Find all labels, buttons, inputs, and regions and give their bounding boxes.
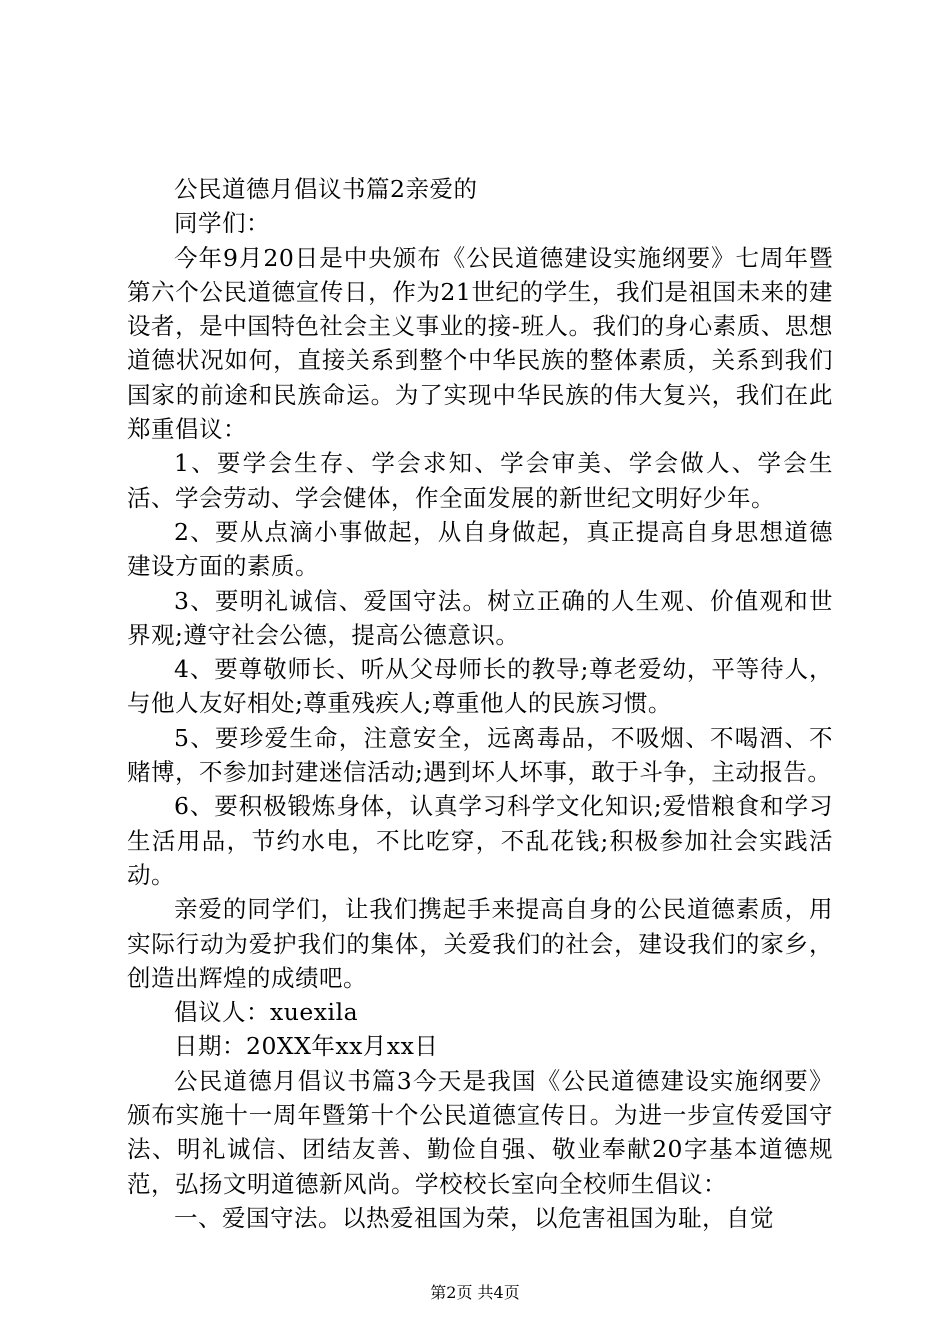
paragraph-item-3: 3、要明礼诚信、爱国守法。树立正确的人生观、价值观和世界观;遵守社会公德，提高公德意识。 [127, 586, 833, 649]
document-body [127, 172, 833, 1235]
paragraph-item-4: 4、要尊敬师长、听从父母师长的教导;尊老爱幼，平等待人，与他人友好相处;尊重残疾人;尊重他人的民族习惯。 [127, 655, 833, 718]
paragraph-heading-2: 公民道德月倡议书篇2亲爱的 [174, 175, 478, 203]
paragraph-item-6: 6、要积极锻炼身体，认真学习科学文化知识;爱惜粮食和学习生活用品，节约水电，不比吃穿，不乱花钱;积极参加社会实践活动。 [127, 792, 833, 889]
paragraph-heading-3: 公民道德月倡议书篇3今天是我国《公民道德建设实施纲要》颁布实施十一周年暨第十个公民道德宣传日。为进一步宣传爱国守法、明礼诚信、团结友善、勤俭自强、敬业奉献20字基本道德规范，弘扬文明道德新风尚。学校校长室向全校师生倡议： [127, 1066, 833, 1198]
paragraph-date: 日期：20XX年xx月xx日 [174, 1032, 439, 1061]
paragraph-closing: 亲爱的同学们，让我们携起手来提高自身的公民道德素质，用实际行动为爱护我们的集体，关爱我们的社会，建设我们的家乡，创造出辉煌的成绩吧。 [127, 895, 833, 992]
paragraph-item-1: 1、要学会生存、学会求知、学会审美、学会做人、学会生活、学会劳动、学会健体，作全面发展的新世纪文明好少年。 [127, 449, 833, 512]
paragraph-item-2: 2、要从点滴小事做起，从自身做起，真正提高自身思想道德建设方面的素质。 [127, 517, 833, 581]
paragraph-signatory: 倡议人：xuexila [174, 998, 359, 1027]
paragraph-intro: 今年9月20日是中央颁布《公民道德建设实施纲要》七周年暨第六个公民道德宣传日，作为21世纪的学生，我们是祖国未来的建设者，是中国特色社会主义事业的接-班人。我们的身心素质、思想道德状况如何，直接关系到整个中华民族的整体素质，关系到我们国家的前途和民族命运。为了实现中华民族的伟大复兴，我们在此郑重倡议： [127, 243, 833, 444]
paragraph-salutation: 同学们： [174, 209, 270, 238]
paragraph-section-1: 一、爱国守法。以热爱祖国为荣，以危害祖国为耻，自觉 [174, 1203, 774, 1232]
paragraph-item-5: 5、要珍爱生命，注意安全，远离毒品，不吸烟、不喝酒、不赌博，不参加封建迷信活动;遇到坏人坏事，敢于斗争，主动报告。 [127, 723, 833, 787]
page-number: 第2页 共4页 [430, 1283, 520, 1302]
